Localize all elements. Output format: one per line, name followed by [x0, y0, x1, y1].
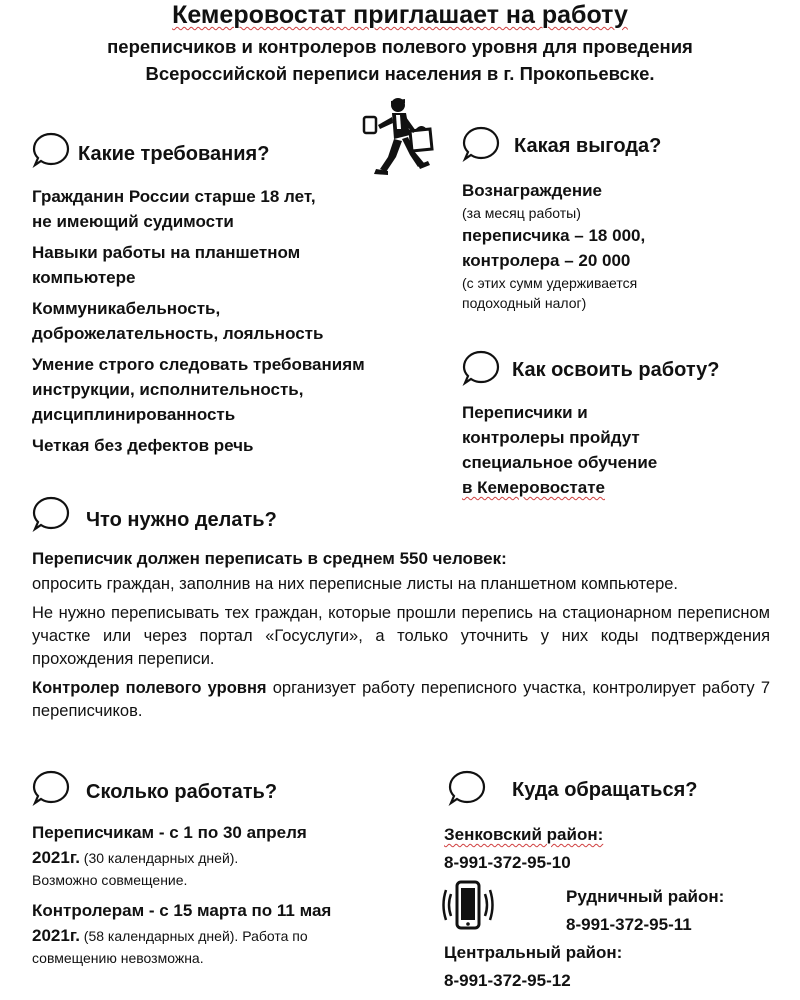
contact-phone-1[interactable]: 8-991-372-95-10 — [444, 853, 571, 872]
contact-district-1: Зенковский район: — [444, 825, 604, 844]
duties-paragraph-1: опросить граждан, заполнив на них переписные листы на планшетном компьютере. — [32, 575, 679, 593]
benefit-tax-note: (с этих сумм удерживается — [462, 275, 638, 291]
requirements-list — [32, 184, 452, 464]
benefit-controller-pay: контролера – 20 000 — [462, 251, 631, 270]
speech-bubble-icon — [462, 126, 500, 162]
speech-bubble-icon — [32, 496, 70, 532]
schedule-controllers: Контролерам - с 15 марта по 11 мая 2021г. (58 календарных дней). Работа по совмещению невозможна. — [32, 901, 332, 966]
contact-district-3: Центральный район: — [444, 943, 623, 962]
list-item: Навыки работы на планшетном компьютере — [32, 243, 301, 287]
contact-district-2: Рудничный район: — [566, 887, 725, 906]
contacts-heading: Куда обращаться? — [512, 779, 698, 801]
page-title: Кемеровостат приглашает на работу — [172, 1, 628, 29]
duties-lead: Переписчик должен переписать в среднем 550 человек: — [32, 549, 507, 568]
duties-text — [32, 546, 770, 723]
benefit-enumerator-pay: переписчика – 18 000, — [462, 226, 646, 245]
speech-bubble-icon — [448, 770, 486, 806]
schedule-text — [32, 820, 422, 968]
training-text: Переписчики и контролеры пройдут специальное обучение в Кемеровостате — [462, 403, 658, 497]
schedule-enumerators: Переписчикам - с 1 по 30 апреля 2021г. (30 календарных дней). Возможно совмещение. — [32, 823, 307, 888]
schedule-heading: Сколько работать? — [86, 781, 278, 803]
benefit-heading: Какая выгода? — [514, 135, 662, 157]
speech-bubble-icon — [32, 770, 70, 806]
contact-phone-2[interactable]: 8-991-372-95-11 — [566, 915, 692, 934]
benefit-tax-note-2: подоходный налог) — [462, 295, 587, 311]
list-item: Гражданин России старше 18 лет, не имеющий судимости — [32, 187, 316, 231]
benefit-text — [462, 178, 782, 313]
requirements-heading: Какие требования? — [78, 143, 270, 165]
benefit-note: (за месяц работы) — [462, 205, 581, 221]
list-item: Четкая без дефектов речь — [32, 436, 254, 455]
duties-heading: Что нужно делать? — [86, 509, 277, 531]
mobile-phone-icon — [442, 878, 494, 934]
duties-paragraph-3: Контролер полевого уровня организует работу переписного участка, контролирует работу 7 переписчиков. — [32, 679, 770, 720]
speech-bubble-icon — [32, 132, 70, 168]
training-heading: Как освоить работу? — [512, 359, 720, 381]
census-worker-icon — [358, 95, 438, 177]
duties-paragraph-2: Не нужно переписывать тех граждан, которые прошли перепись на стационарном переписном участке или через портал «Госуслуги», а только уточнить у них коды подтверждения прохождения переписи. — [32, 604, 770, 668]
list-item: Коммуникабельность, доброжелательность, лояльность — [32, 299, 324, 343]
benefit-label: Вознаграждение — [462, 181, 603, 200]
page-subtitle: переписчиков и контролеров полевого уровня для проведения Всероссийской переписи населения в г. Прокопьевске. — [107, 36, 693, 84]
contact-phone-3[interactable]: 8-991-372-95-12 — [444, 971, 571, 990]
list-item: Умение строго следовать требованиям инструкции, исполнительность, дисциплинированность — [32, 355, 365, 424]
speech-bubble-icon — [462, 350, 500, 386]
